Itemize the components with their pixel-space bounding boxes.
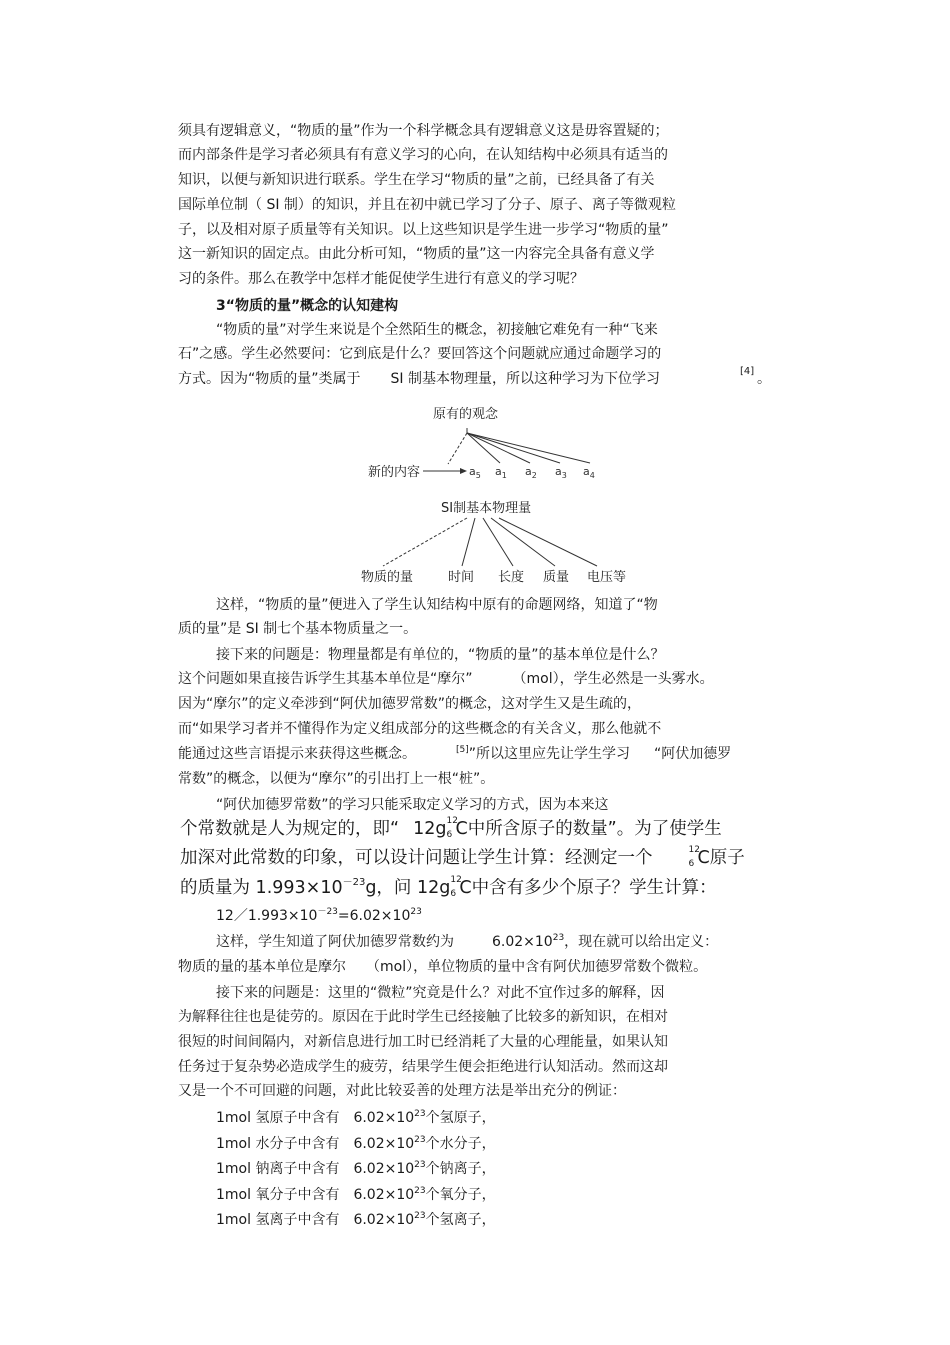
text-line: 子，以及相对原子质量等有关知识。以上这些知识是学生进一步学习“物质的量” — [178, 222, 669, 238]
atomic-number: 6 — [446, 830, 453, 840]
text-segment: 6.02×10 — [353, 1110, 415, 1126]
text-segment: 12／1.993×10 — [216, 908, 318, 924]
text-segment: C中含有多少个原子？学生计算： — [459, 878, 717, 898]
diagram-dashed-link — [448, 433, 467, 464]
text-line — [178, 957, 707, 977]
diagram-a-letter: a — [469, 465, 476, 478]
text-line — [178, 744, 731, 764]
text-segment: 12g — [413, 819, 447, 839]
diagram-quantity: 时间 — [448, 570, 475, 585]
text-segment: =6.02×10 — [337, 908, 411, 924]
exponent: －23 — [317, 907, 338, 917]
text-line: 须具有逻辑意义，“物质的量”作为一个科学概念具有逻辑意义这是毋容置疑的； — [178, 123, 669, 139]
text-line: 知识，以便与新知识进行联系。学生在学习“物质的量”之前，已经具备了有关 — [178, 172, 655, 188]
diagram-si-label: SI制基本物理量 — [441, 501, 532, 516]
text-line — [178, 369, 660, 389]
example-line — [216, 1210, 496, 1230]
diagram-link — [467, 433, 560, 463]
atomic-number: 6 — [688, 859, 695, 869]
diagram-link — [467, 433, 590, 463]
diagram-a-letter: a — [525, 465, 532, 478]
text-segment: 能通过这些言语提示来获得这些概念。 — [178, 746, 416, 762]
text-line — [180, 846, 745, 870]
text-segment: 这样，学生知道了阿伏加德罗常数约为 — [216, 934, 454, 950]
diagram-link — [491, 518, 555, 566]
formula-line — [216, 906, 422, 926]
diagram-a-sub: 5 — [475, 471, 481, 480]
example-line — [216, 1108, 496, 1128]
diagram-quantity: 物质的量 — [361, 570, 414, 585]
text-line: 接下来的问题是：物理量都是有单位的，“物质的量”的基本单位是什么？ — [216, 647, 665, 663]
text-line: 质的量”是 SI 制七个基本物质量之一。 — [178, 621, 418, 637]
section-heading: 3“物质的量”概念的认知建构 — [216, 298, 399, 314]
text-segment: C原子 — [697, 848, 745, 868]
exponent: 23 — [414, 1135, 426, 1145]
text-segment: 物质的量的基本单位是摩尔 — [178, 959, 346, 975]
atomic-number: 6 — [450, 889, 457, 899]
text-segment: 1mol 钠离子中含有 — [216, 1161, 340, 1177]
text-segment: ”所以这里应先让学生学习 — [468, 746, 631, 762]
text-line — [180, 817, 722, 841]
diagram-a-sub: 1 — [501, 471, 507, 480]
diagram-dashed-link — [383, 518, 467, 566]
diagram-a-label — [495, 465, 507, 480]
text-segment: SI 制基本物理量，所以这种学习为下位学习 — [390, 371, 660, 387]
isotope-notation — [688, 845, 700, 869]
text-line: 石”之感。学生必然要问：它到底是什么？要回答这个问题就应通过命题学习的 — [178, 346, 662, 362]
exponent: 23 — [552, 933, 565, 943]
text-line: 这样，“物质的量”便进入了学生认知结构中原有的命题网络，知道了“物 — [216, 597, 658, 613]
diagram-a-letter: a — [583, 465, 590, 478]
text-line: “阿伏加德罗常数”的学习只能采取定义学习的方式，因为本来这 — [216, 797, 609, 813]
diagram-a-sub: 3 — [561, 471, 567, 480]
mass-number: 12 — [450, 875, 462, 885]
text-line: 任务过于复杂势必造成学生的疲劳，结果学生便会拒绝进行认知活动。然而这却 — [178, 1059, 668, 1075]
diagram-quantity: 长度 — [498, 570, 525, 585]
diagram-a-label — [555, 465, 567, 480]
diagram-quantity: 质量 — [543, 570, 570, 585]
citation-ref: [5] — [456, 745, 469, 755]
exponent: 23 — [410, 907, 422, 917]
diagram-a-label — [583, 465, 595, 480]
text-segment: （mol），学生必然是一头雾水。 — [512, 671, 714, 687]
concept-diagram — [355, 400, 635, 590]
isotope-notation — [446, 816, 458, 840]
text-segment: 个氢原子， — [425, 1110, 496, 1126]
text-segment: 1mol 氢原子中含有 — [216, 1110, 340, 1126]
text-segment: 。 — [757, 371, 771, 387]
citation-ref: [4] — [740, 366, 755, 377]
text-line: 接下来的问题是：这里的“微粒”究竟是什么？对此不宜作过多的解释，因 — [216, 985, 665, 1001]
exponent: 23 — [414, 1160, 426, 1170]
diagram-a-label — [469, 465, 481, 480]
diagram-a-letter: a — [495, 465, 502, 478]
text-line: 因为“摩尔”的定义牵涉到“阿伏加德罗常数”的概念，这对学生又是生疏的， — [178, 696, 642, 712]
diagram-a-sub: 2 — [531, 471, 537, 480]
text-segment: 的质量为 1.993×10 — [180, 878, 343, 898]
text-line: 这一新知识的固定点。由此分析可知，“物质的量”这一内容完全具备有意义学 — [178, 246, 655, 262]
text-line: 而“如果学习者并不懂得作为定义组成部分的这些概念的有关含义，那么他就不 — [178, 721, 662, 737]
exponent: －23 — [342, 877, 366, 888]
example-line — [216, 1134, 496, 1154]
mass-number: 12 — [688, 845, 700, 855]
text-segment: 个水分子， — [425, 1136, 496, 1152]
text-segment: 1mol 氢离子中含有 — [216, 1212, 340, 1228]
diagram-top-label: 原有的观念 — [433, 407, 499, 422]
diagram-link — [467, 433, 530, 463]
text-segment: （mol），单位物质的量中含有阿伏加德罗常数个微粒。 — [366, 959, 708, 975]
diagram-link — [462, 518, 475, 566]
text-segment: 6.02×10 — [353, 1161, 415, 1177]
exponent: 23 — [414, 1109, 426, 1119]
text-segment: 加深对此常数的印象，可以设计问题让学生计算：经测定一个 — [180, 848, 653, 868]
diagram-a-label — [525, 465, 537, 480]
diagram-arrowhead — [460, 468, 467, 474]
text-line: 为解释往往也是徒劳的。原因在于此时学生已经接触了比较多的新知识，在相对 — [178, 1009, 668, 1025]
text-line: 常数”的概念，以便为“摩尔”的引出打上一根“桩”。 — [178, 771, 495, 787]
text-segment: 方式。因为“物质的量”类属于 — [178, 371, 361, 387]
text-segment: 个钠离子， — [425, 1161, 496, 1177]
text-segment: C中所含原子的数量”。为了使学生 — [455, 819, 722, 839]
diagram-a-letter: a — [555, 465, 562, 478]
diagram-quantity: 电压等 — [587, 570, 627, 585]
diagram-new-label: 新的内容 — [368, 465, 421, 480]
text-segment: 6.02×10 — [492, 934, 553, 950]
text-segment: 1mol 氧分子中含有 — [216, 1187, 340, 1203]
text-line: 而内部条件是学习者必须具有有意义学习的心向，在认知结构中必须具有适当的 — [178, 147, 668, 163]
text-segment: 个常数就是人为规定的，即“ — [180, 819, 400, 839]
text-line: 很短的时间间隔内，对新信息进行加工时已经消耗了大量的心理能量，如果认知 — [178, 1034, 668, 1050]
diagram-a-sub: 4 — [589, 471, 595, 480]
mass-number: 12 — [446, 816, 458, 826]
isotope-notation — [450, 875, 462, 899]
text-segment: 1mol 水分子中含有 — [216, 1136, 340, 1152]
text-segment: 个氢离子， — [425, 1212, 496, 1228]
text-line — [180, 876, 717, 900]
exponent: 23 — [414, 1186, 426, 1196]
text-segment: g，问 12g — [365, 878, 451, 898]
text-line: 又是一个不可回避的问题，对此比较妥善的处理方法是举出充分的例证： — [178, 1083, 626, 1099]
text-segment: 6.02×10 — [353, 1212, 415, 1228]
example-line — [216, 1185, 496, 1205]
text-line: 国际单位制（ SI 制）的知识，并且在初中就已学习了分子、原子、离子等微观粒 — [178, 197, 676, 213]
text-segment: 6.02×10 — [353, 1136, 415, 1152]
text-segment: ，现在就可以给出定义： — [564, 934, 719, 950]
text-segment: “阿伏加德罗 — [654, 746, 732, 762]
text-line — [178, 669, 714, 689]
text-segment: 6.02×10 — [353, 1187, 415, 1203]
text-line: “物质的量”对学生来说是个全然陌生的概念，初接触它难免有一种“飞来 — [216, 322, 658, 338]
diagram-link — [483, 518, 513, 566]
text-segment: 这个问题如果直接告诉学生其基本单位是“摩尔” — [178, 671, 473, 687]
text-line — [216, 932, 718, 952]
diagram-link — [499, 518, 597, 566]
exponent: 23 — [414, 1211, 426, 1221]
text-line: 习的条件。那么在教学中怎样才能促使学生进行有意义的学习呢？ — [178, 271, 584, 287]
example-line — [216, 1159, 496, 1179]
text-segment: 个氧分子， — [425, 1187, 496, 1203]
